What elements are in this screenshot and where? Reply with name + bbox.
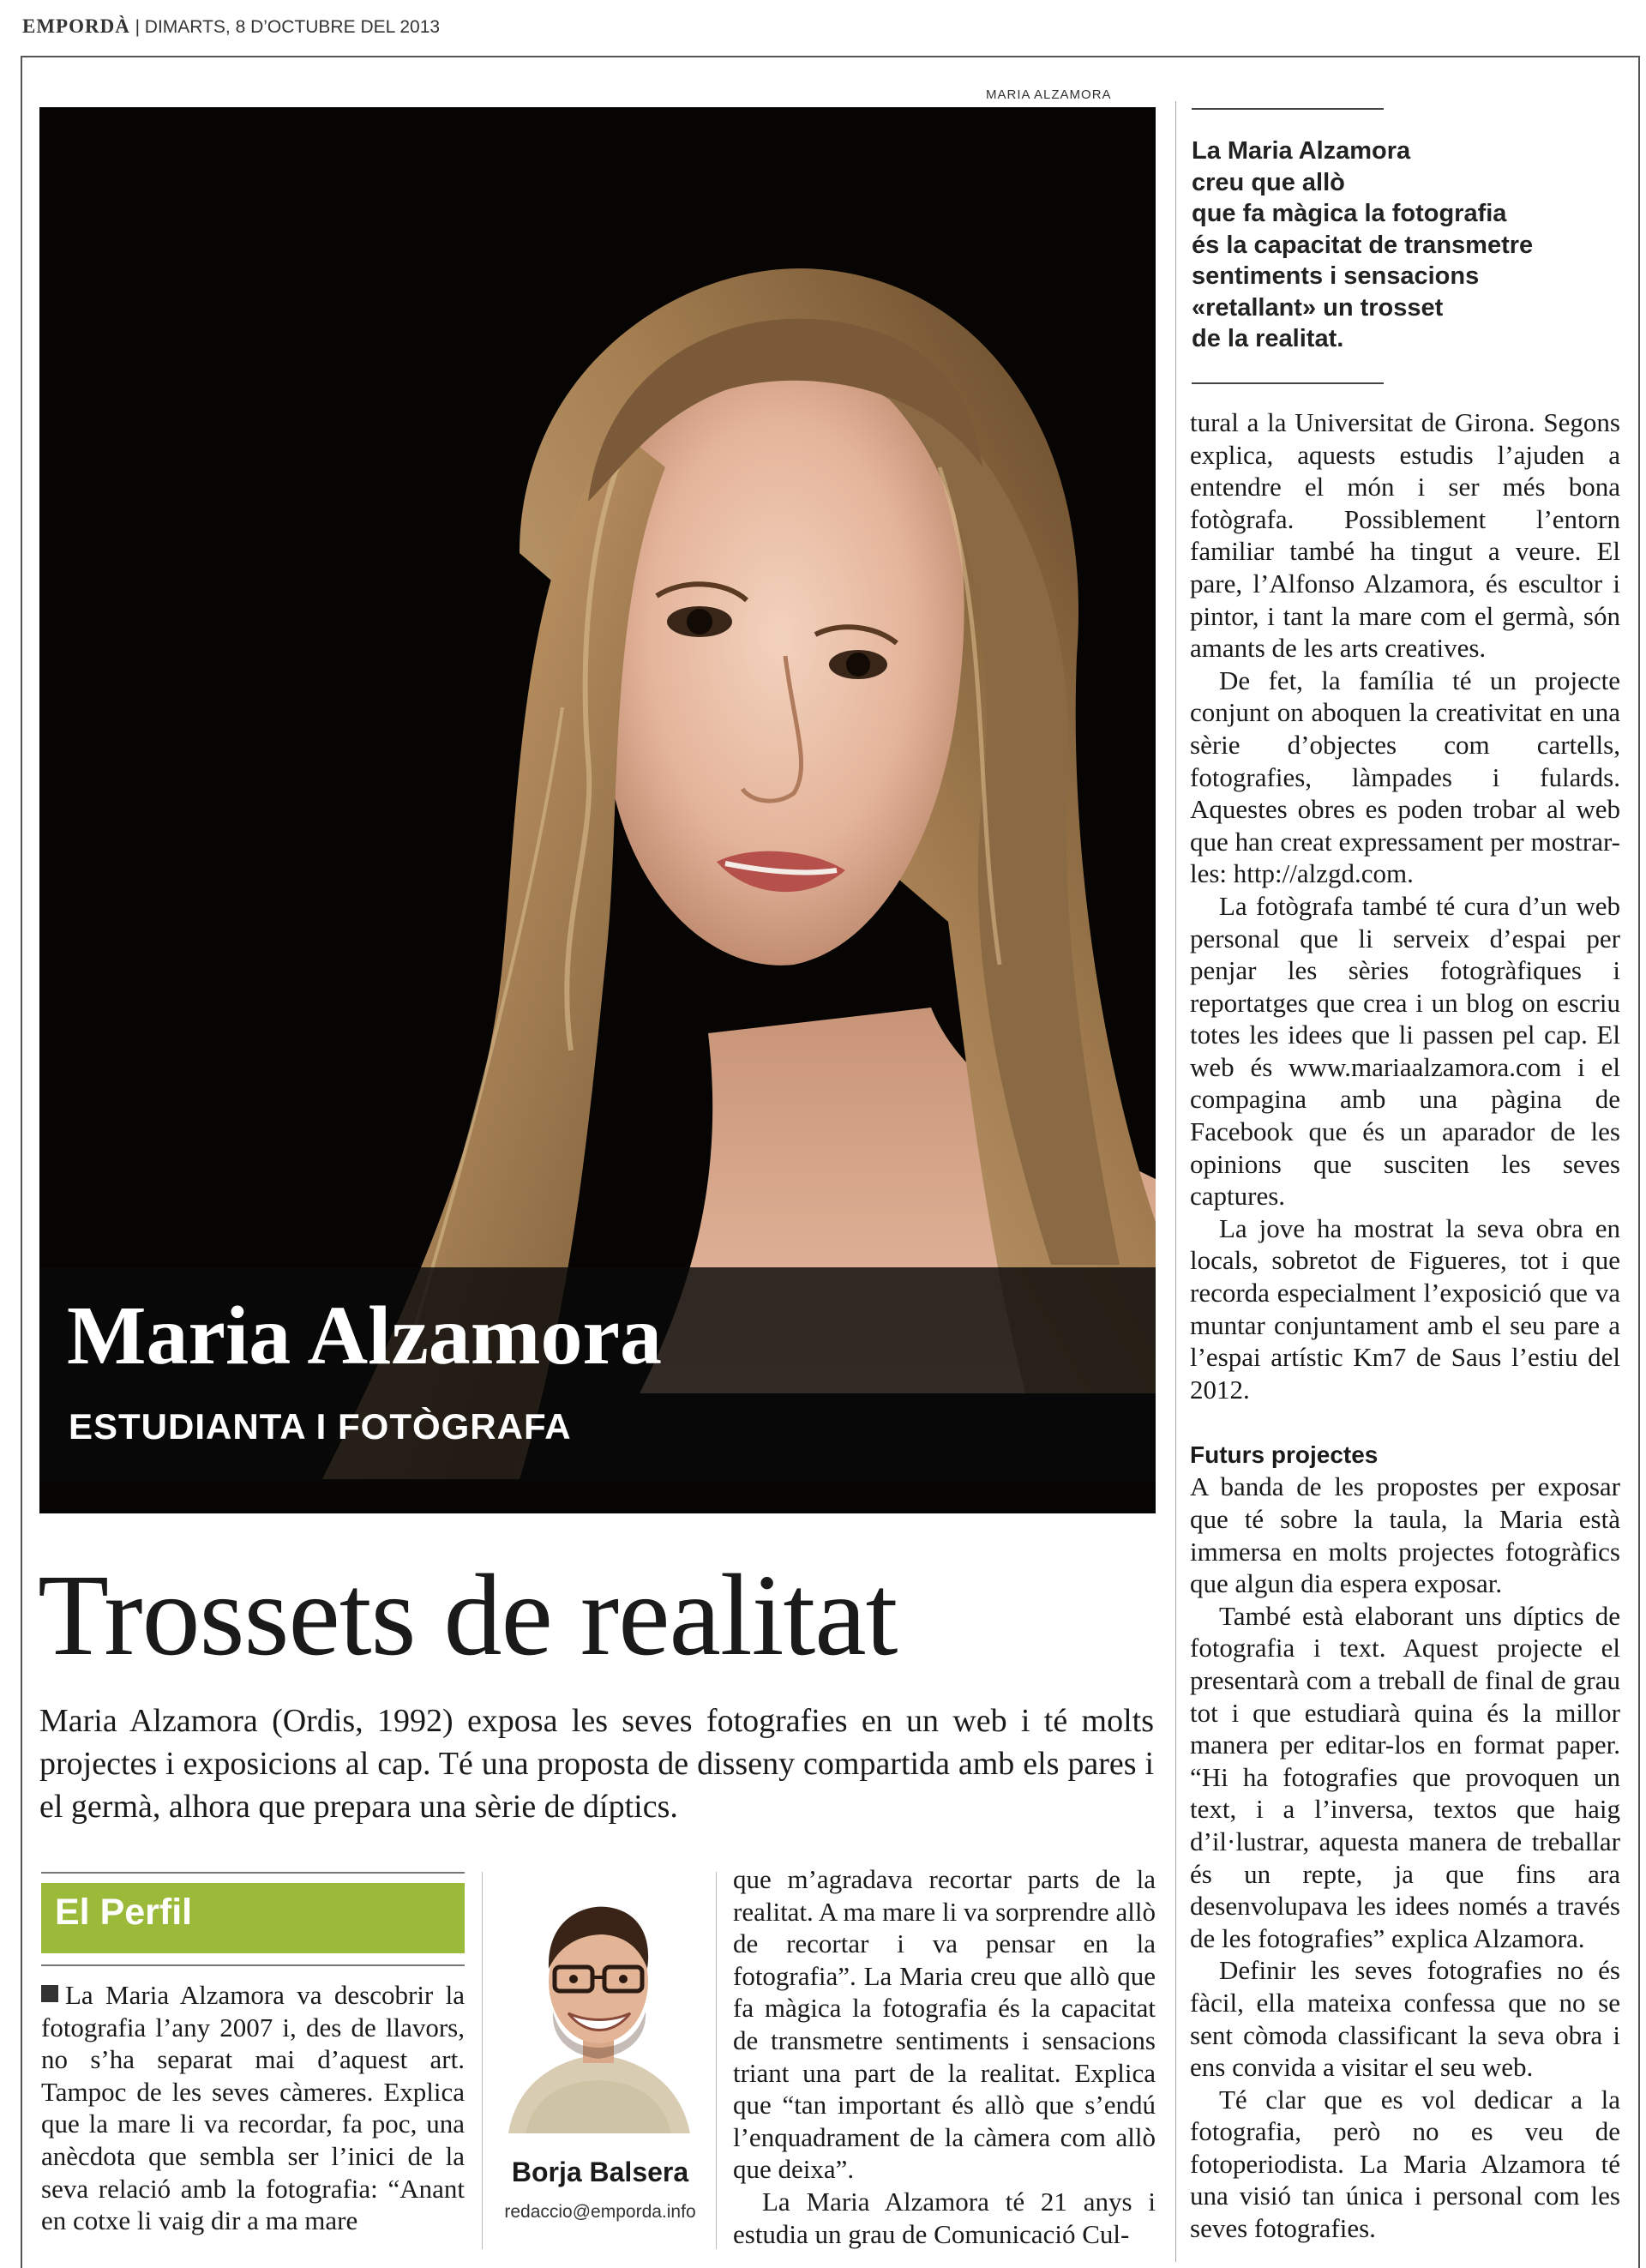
pullquote-line: «retallant» un trosset bbox=[1192, 293, 1444, 322]
body-column-1 bbox=[41, 1979, 465, 2237]
pullquote-rule bbox=[1192, 108, 1384, 110]
body-column-3 bbox=[733, 1863, 1156, 2250]
body-paragraph: Té clar que es vol dedicar a la fotografia, però no es veu de fotoperiodista. La Maria Alzamora té una visió tan única i personal com les seves fotografies. bbox=[1190, 2084, 1620, 2244]
newspaper-name: EMPORDÀ bbox=[22, 15, 130, 37]
masthead bbox=[22, 15, 440, 38]
pullquote-line: de la realitat. bbox=[1192, 325, 1344, 352]
divider bbox=[41, 1872, 465, 1874]
pullquote-line: creu que allò bbox=[1192, 168, 1345, 196]
author-email: redaccio@emporda.info bbox=[504, 2202, 696, 2222]
body-paragraph: La fotògrafa també té cura d’un web personal que li serveix d’espai per penjar les sèries fotogràfiques i reportatges que crea i un blog on escriu totes les idees que li passen pel cap. El web és www.mariaalzamora.com i el compagina amb una pàgina de Facebook que és un aparador de les opinions que susciten les seves captures. bbox=[1190, 890, 1620, 1212]
body-paragraph: Definir les seves fotografies no és fàcil, ella mateixa confessa que no se sent còmoda classificant la seva obra i ens convida a visitar el seu web. bbox=[1190, 1955, 1620, 2083]
subject-name: Maria Alzamora bbox=[67, 1290, 662, 1382]
lead-paragraph: Maria Alzamora (Ordis, 1992) exposa les seves fotografies en un web i té molts projectes i exposicions al cap. Té una proposta de disseny compartida amb els pares i el germà, alhora que prepara una sèrie de díptics. bbox=[39, 1703, 1154, 1825]
paragraph-text: La Maria Alzamora va descobrir la fotografia l’any 2007 i, des de llavors, no s’ha separat mai d’aquest art. Tampoc de les seves càmeres. Explica que la mare li va recordar, fa poc, una anècdota que sembla ser l’inici de la seva relació amb la fotografia: “Anant en cotxe li vaig dir a ma mare bbox=[41, 1980, 465, 2236]
body-paragraph: També està elaborant uns díptics de fotografia i text. Aquest projecte el presentarà com a treball de final de grau tot i que estudiarà quina és la millor manera per editar-los en format paper. “Hi ha fotografies que provoquen un text, i a l’inversa, textos que haig d’il·lustrar, aquesta manera de treballar és un repte, ja que fins ara desenvolupava les idees només a través de les fotografies” explica Alzamora. bbox=[1190, 1600, 1620, 1953]
author-photo bbox=[500, 1883, 697, 2133]
column-rule bbox=[1175, 101, 1176, 2262]
author-name: Borja Balsera bbox=[511, 2157, 689, 2187]
pullquote-line: sentiments i sensacions bbox=[1192, 262, 1480, 290]
publication-date: DIMARTS, 8 D’OCTUBRE DEL 2013 bbox=[144, 17, 441, 37]
pullquote-rule bbox=[1192, 382, 1384, 384]
pullquote-line: La Maria Alzamora bbox=[1192, 137, 1411, 165]
body-paragraph: tural a la Universitat de Girona. Segons explica, aquests estudis l’ajuden a entendre el món i ser més bona fotògrafa. Possiblement l’entorn familiar també ha tingut a veure. El pare, l’Alfonso Alzamora, és escultor i pintor, i tant la mare com el germà, són amants de les arts creatives. bbox=[1190, 407, 1620, 664]
column-rule bbox=[716, 1872, 717, 2249]
square-bullet-icon bbox=[41, 1985, 58, 2002]
body-paragraph: De fet, la família té un projecte conjunt on aboquen la creativitat en una sèrie d’objectes com cartells, fotografies, làmpades i fulards. Aquestes obres es poden trobar al web que han creat expressament per mostrar-les: http://alzgd.com. bbox=[1190, 665, 1620, 889]
pullquote-line: és la capacitat de transmetre bbox=[1192, 231, 1534, 259]
body-paragraph: A banda de les propostes per exposar que té sobre la taula, la Maria està immersa en molts projectes fotogràfics que algun dia espera exposar. bbox=[1190, 1471, 1620, 1599]
column-rule bbox=[482, 1872, 483, 2249]
body-column-4 bbox=[1190, 406, 1620, 2245]
body-paragraph: que m’agradava recortar parts de la realitat. A ma mare li va sorprendre allò de recortar i va pensar en la fotografia”. La Maria creu que allò que fa màgica la fotografia és la capacitat de transmetre sentiments i sensacions triant una part de la realitat. Explica que “tan important és allò que s’endú l’enquadrament de la càmera com allò que deixa”. bbox=[733, 1864, 1156, 2185]
section-subhead: Futurs projectes bbox=[1190, 1441, 1379, 1469]
headline: Trossets de realitat bbox=[38, 1551, 898, 1680]
pullquote-line: que fa màgica la fotografia bbox=[1192, 200, 1507, 227]
body-paragraph: La Maria Alzamora té 21 anys i estudia un grau de Comunicació Cul- bbox=[733, 2186, 1156, 2249]
subject-role: ESTUDIANTA I FOTÒGRAFA bbox=[69, 1406, 572, 1447]
author-illustration bbox=[500, 1883, 697, 2133]
masthead-separator: | bbox=[135, 17, 141, 37]
profile-label: El Perfil bbox=[55, 1892, 193, 1933]
divider bbox=[41, 1964, 465, 1966]
photo-credit: MARIA ALZAMORA bbox=[986, 87, 1112, 102]
body-paragraph bbox=[41, 1979, 465, 2237]
pullquote bbox=[1192, 135, 1620, 355]
body-paragraph: La jove ha mostrat la seva obra en locals, sobretot de Figueres, tot i que recorda especialment l’exposició que va muntar conjuntament amb el seu pare a l’espai artístic Km7 de Saus l’estiu del 2012. bbox=[1190, 1212, 1620, 1405]
